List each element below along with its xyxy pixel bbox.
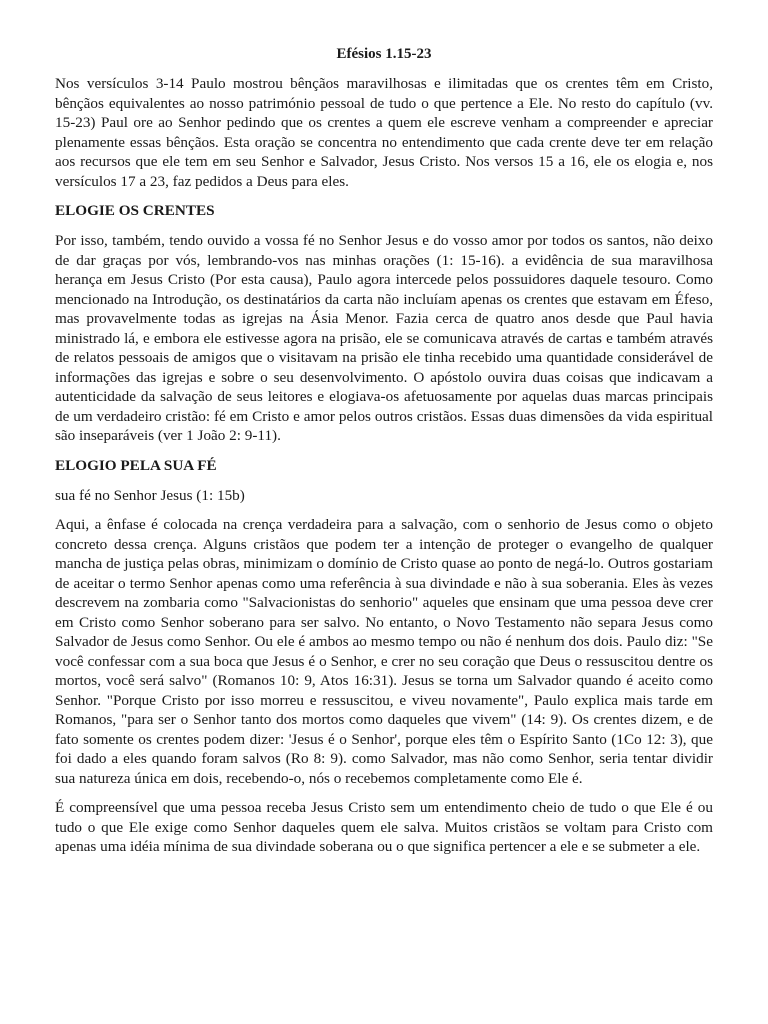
section-heading-fe: ELOGIO PELA SUA FÉ: [55, 456, 217, 474]
section-subtitle-fe: sua fé no Senhor Jesus (1: 15b): [55, 486, 245, 504]
section-heading-elogie: ELOGIE OS CRENTES: [55, 202, 215, 219]
document-title: Efésios 1.15-23: [336, 46, 432, 62]
intro-paragraph: Nos versículos 3-14 Paulo mostrou bênçãos maravilhosas e ilimitadas que os crentes têm em Cristo, bênçãos equivalentes ao nosso património pessoal de tudo o que pertence a Ele. No resto do capítulo (vv. 15-23) Paul ore ao Senhor pedindo que os crentes a quem ele escreve venham a compreender e apreciar plenamente essas bênçãos. Esta oração se concentra no entendimento que cada crente deve ter em relação aos recursos que ele tem em seu Senhor e Salvador, Jesus Cristo. Nos versos 15 a 16, ele os elogia e, nos versículos 17 a 23, faz pedidos a Deus para eles.: [55, 75, 713, 190]
section-paragraph-fe-2: É compreensível que uma pessoa receba Jesus Cristo sem um entendimento cheio de tudo o que Ele é ou tudo o que Ele exige como Senhor daqueles quem ele salva. Muitos cristãos se voltam para Cristo com apenas uma idéia mínima de sua divindade soberana ou o que significa pertencer a ele e se submeter a ele.: [55, 799, 713, 855]
section-paragraph-elogie: Por isso, também, tendo ouvido a vossa fé no Senhor Jesus e do vosso amor por todos os santos, não deixo de dar graças por vós, lembrando-vos nas minhas orações (1: 15-16). a evidência de sua maravilhosa herança em Jesus Cristo (Por esta causa), Paulo agora intercede pelos possuidores daquele tesouro. Como mencionado na Introdução, os destinatários da carta não incluíam apenas os crentes que estavam em Éfeso, mas provavelmente todas as igrejas na Ásia Menor. Fazia cerca de quatro anos desde que Paul havia ministrado lá, e embora ele estivesse agora na prisão, ele se comunicava através de cartas e também através de relatos pessoais de amigos que o visitavam na prisão ele tinha recebido uma quantidade considerável de informações das igrejas e sobre o seu desenvolvimento. O apóstolo ouvira duas coisas que indicavam a autenticidade da salvação de seus leitores e elogiava-os afetuosamente por aquelas duas marcas principais de um verdadeiro cristão: fé em Cristo e amor pelos outros cristãos. Essas duas dimensões da vida espiritual são inseparáveis (ver 1 João 2: 9-11).: [55, 232, 713, 444]
section-paragraph-fe-1: Aqui, a ênfase é colocada na crença verdadeira para a salvação, com o senhorio de Jesus como o objeto concreto dessa crença. Alguns cristãos que podem ter a intenção de proteger o evangelho de qualquer mancha de justiça pelas obras, minimizam o domínio de Cristo quase ao ponto de negá-lo. Outros gostariam de aceitar o termo Senhor apenas como uma referência à sua divindade e não à sua soberania. Eles às vezes descrevem na zombaria como "Salvacionistas do senhorio" aqueles que ensinam que uma pessoa deve crer em Cristo como Senhor soberano para ser salvo. No entanto, o Novo Testamento não separa Jesus como Salvador de Jesus como Senhor. Ou ele é ambos ao mesmo tempo ou não é nenhum dos dois. Paulo diz: "Se você confessar com a sua boca que Jesus é o Senhor, e crer no seu coração que Deus o ressuscitou dentre os mortos, você será salvo" (Romanos 10: 9, Atos 16:31). Jesus se torna um Salvador quando é aceito como Senhor. "Porque Cristo por isso morreu e ressuscitou, e viveu novamente", Paulo explica mais tarde em Romanos, "para ser o Senhor tanto dos mortos como daqueles que vivem" (14: 9). Os crentes dizem, e de fato somente os crentes podem dizer: 'Jesus é o Senhor', porque eles têm o Espírito Santo (1Co 12: 3), que foi dado a eles quando foram salvos (Ro 8: 9). como Salvador, mas não como Senhor, seria tentar dividir sua natureza única em dois, recebendo-o, nós o recebemos completamente como Ele é.: [55, 516, 713, 787]
